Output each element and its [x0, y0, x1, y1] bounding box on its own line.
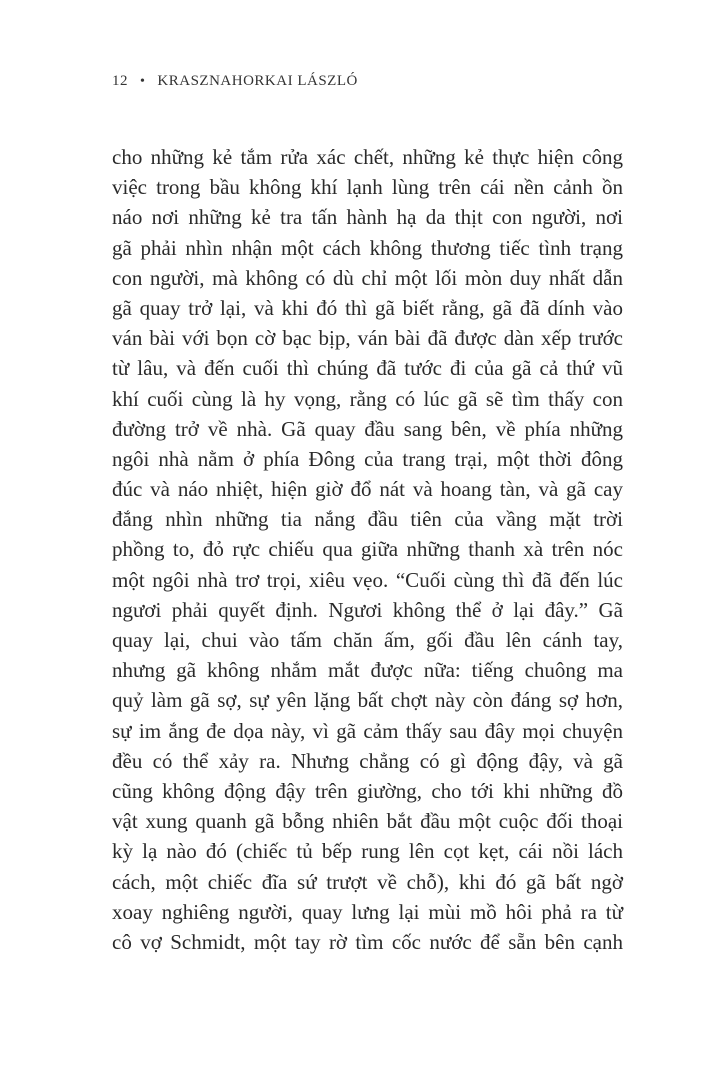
text-line: cho những kẻ tắm rửa xác chết, những kẻ thực hiện công [112, 145, 623, 169]
text-line: quỷ làm gã sợ, sự yên lặng bất chợt này còn đáng sợ hơn, [112, 688, 623, 713]
author-name: KRASZNAHORKAI LÁSZLÓ [157, 73, 358, 89]
text-line: khí cuối cùng là hy vọng, rằng có lúc gã sẽ tìm thấy con [112, 386, 623, 411]
text-line: ngươi phải quyết định. Ngươi không thể ở lại đây.” Gã [112, 597, 623, 622]
running-header [112, 73, 358, 90]
page-number: 12 [112, 73, 128, 89]
text-line: náo nơi những kẻ tra tấn hành hạ da thịt con người, nơi [112, 205, 623, 230]
text-line: vật xung quanh gã bỗng nhiên bắt đầu một cuộc đối thoại [112, 809, 623, 834]
text-line: kỳ lạ nào đó (chiếc tủ bếp rung lên cọt kẹt, cái nồi lách [112, 839, 623, 864]
text-line: xoay nghiêng người, quay lưng lại mùi mồ hôi phả ra từ [112, 899, 623, 924]
text-line: quay lại, chui vào tấm chăn ấm, gối đầu lên cánh tay, [112, 628, 623, 652]
text-line: một ngôi nhà trơ trọi, xiêu vẹo. “Cuối cùng thì đã đến lúc [112, 567, 623, 592]
text-line: gã quay trở lại, và khi đó thì gã biết rằng, gã đã dính vào [112, 295, 623, 320]
text-line: việc trong bầu không khí lạnh lùng trên cái nền cảnh ồn [112, 175, 623, 200]
text-line: từ lâu, và đến cuối thì chúng đã tước đi của gã cả thứ vũ [112, 356, 623, 381]
text-line: phồng to, đỏ rực chiếu qua giữa những thanh xà trên nóc [112, 537, 623, 562]
text-line: cô vợ Schmidt, một tay rờ tìm cốc nước để sẵn bên cạnh [112, 929, 623, 954]
text-line: đúc và náo nhiệt, hiện giờ đổ nát và hoang tàn, và gã cay [112, 477, 623, 502]
text-line: gã phải nhìn nhận một cách không thương tiếc tình trạng [112, 235, 623, 260]
text-line: con người, mà không có dù chỉ một lối mòn duy nhất dẫn [112, 265, 623, 290]
text-line: cách, một chiếc đĩa sứ trượt về chỗ), khi đó gã bất ngờ [112, 869, 623, 894]
text-line: cũng không động đậy trên giường, cho tới khi những đồ [112, 778, 623, 803]
text-line: đắng nhìn những tia nắng đầu tiên của vầng mặt trời [112, 507, 623, 532]
text-line: đều có thể xảy ra. Nhưng chẳng có gì động đậy, và gã [112, 748, 623, 773]
text-line: ván bài với bọn cờ bạc bịp, ván bài đã được dàn xếp trước [112, 326, 623, 351]
text-line: đường trở về nhà. Gã quay đầu sang bên, về phía những [112, 416, 623, 441]
text-line: nhưng gã không nhắm mắt được nữa: tiếng chuông ma [112, 658, 623, 683]
body-text [112, 142, 623, 957]
text-line: sự im ắng đe dọa này, vì gã cảm thấy sau đây mọi chuyện [112, 718, 623, 743]
text-line: ngôi nhà nằm ở phía Đông của trang trại, một thời đông [112, 446, 623, 471]
bullet-separator: • [140, 74, 146, 89]
